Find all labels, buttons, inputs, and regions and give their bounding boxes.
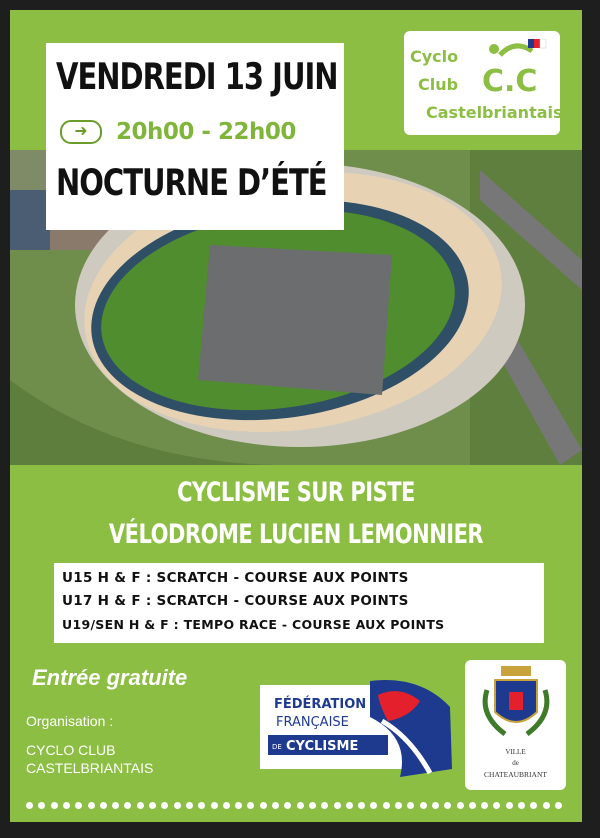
divider-dot — [444, 802, 451, 809]
divider-dot — [469, 802, 476, 809]
ffc-logo-line2: FRANÇAISE — [276, 715, 349, 730]
divider-dot — [198, 802, 205, 809]
divider-dot — [420, 802, 427, 809]
event-date: VENDREDI 13 JUIN — [56, 55, 338, 98]
divider-dot — [284, 802, 291, 809]
divider-dot — [149, 802, 156, 809]
divider-dot — [530, 802, 537, 809]
organisation-name-line2: CASTELBRIANTAIS — [26, 760, 154, 776]
divider-dot — [407, 802, 414, 809]
headline-box — [46, 43, 344, 230]
divider-dot — [124, 802, 131, 809]
divider-dot — [493, 802, 500, 809]
divider-dot — [555, 802, 562, 809]
categories-box — [54, 563, 544, 643]
divider-dot — [506, 802, 513, 809]
divider-dot — [358, 802, 365, 809]
cyclo-club-logo — [404, 31, 563, 135]
category-row: U17 H & F : SCRATCH - COURSE AUX POINTS — [62, 593, 409, 609]
arrow-right-icon: ➜ — [60, 120, 102, 144]
ffc-logo-prefix: DE — [272, 743, 282, 751]
ffc-federation-logo — [260, 677, 452, 781]
divider-dot — [395, 802, 402, 809]
ffc-logo-line3: CYCLISME — [286, 739, 359, 754]
divider-dot — [321, 802, 328, 809]
category-row: U15 H & F : SCRATCH - COURSE AUX POINTS — [62, 570, 409, 586]
discipline-title: CYCLISME SUR PISTE — [177, 477, 415, 507]
organisation-name-line1: CYCLO CLUB — [26, 742, 116, 758]
divider-dot — [26, 802, 33, 809]
event-title: NOCTURNE D’ÉTÉ — [56, 161, 327, 204]
event-poster — [10, 10, 582, 822]
divider-dot — [481, 802, 488, 809]
ffc-logo-line1: FÉDÉRATION — [274, 697, 367, 712]
cc-cyclist-mark-icon — [480, 39, 550, 95]
divider-dot — [309, 802, 316, 809]
divider-dot — [174, 802, 181, 809]
divider-dot — [383, 802, 390, 809]
event-time-row — [60, 119, 296, 145]
organisation-label: Organisation : — [26, 713, 114, 729]
divider-dot — [161, 802, 168, 809]
divider-dot — [247, 802, 254, 809]
divider-dot — [137, 802, 144, 809]
divider-dot — [518, 802, 525, 809]
club-logo-mark: C.C — [482, 64, 538, 95]
club-logo-line2: Club — [418, 75, 459, 94]
dotted-divider — [26, 802, 566, 810]
divider-dot — [211, 802, 218, 809]
organisation-name — [26, 741, 216, 777]
divider-dot — [370, 802, 377, 809]
ville-chateaubriant-logo — [465, 660, 566, 790]
divider-dot — [334, 802, 341, 809]
divider-dot — [543, 802, 550, 809]
club-logo-line1: Cyclo — [410, 47, 459, 66]
free-entry-text: Entrée gratuite — [32, 665, 188, 690]
city-crest-icon — [465, 660, 566, 748]
main-title-block — [10, 476, 582, 549]
divider-dot — [272, 802, 279, 809]
ville-logo-line3: CHATEAUBRIANT — [484, 770, 547, 779]
divider-dot — [346, 802, 353, 809]
divider-dot — [75, 802, 82, 809]
event-time: 20h00 - 22h00 — [116, 119, 296, 145]
divider-dot — [51, 802, 58, 809]
divider-dot — [223, 802, 230, 809]
divider-dot — [432, 802, 439, 809]
divider-dot — [457, 802, 464, 809]
divider-dot — [260, 802, 267, 809]
ville-logo-line1: VILLE — [505, 748, 526, 756]
ville-logo-line2: de — [512, 759, 519, 767]
divider-dot — [235, 802, 242, 809]
divider-dot — [100, 802, 107, 809]
divider-dot — [88, 802, 95, 809]
category-row: U19/SEN H & F : TEMPO RACE - COURSE AUX POINTS — [62, 617, 445, 632]
venue-title: VÉLODROME LUCIEN LEMONNIER — [108, 519, 484, 549]
divider-dot — [63, 802, 70, 809]
club-logo-line3: Castelbriantais — [426, 103, 563, 122]
divider-dot — [297, 802, 304, 809]
divider-dot — [38, 802, 45, 809]
divider-dot — [112, 802, 119, 809]
divider-dot — [186, 802, 193, 809]
